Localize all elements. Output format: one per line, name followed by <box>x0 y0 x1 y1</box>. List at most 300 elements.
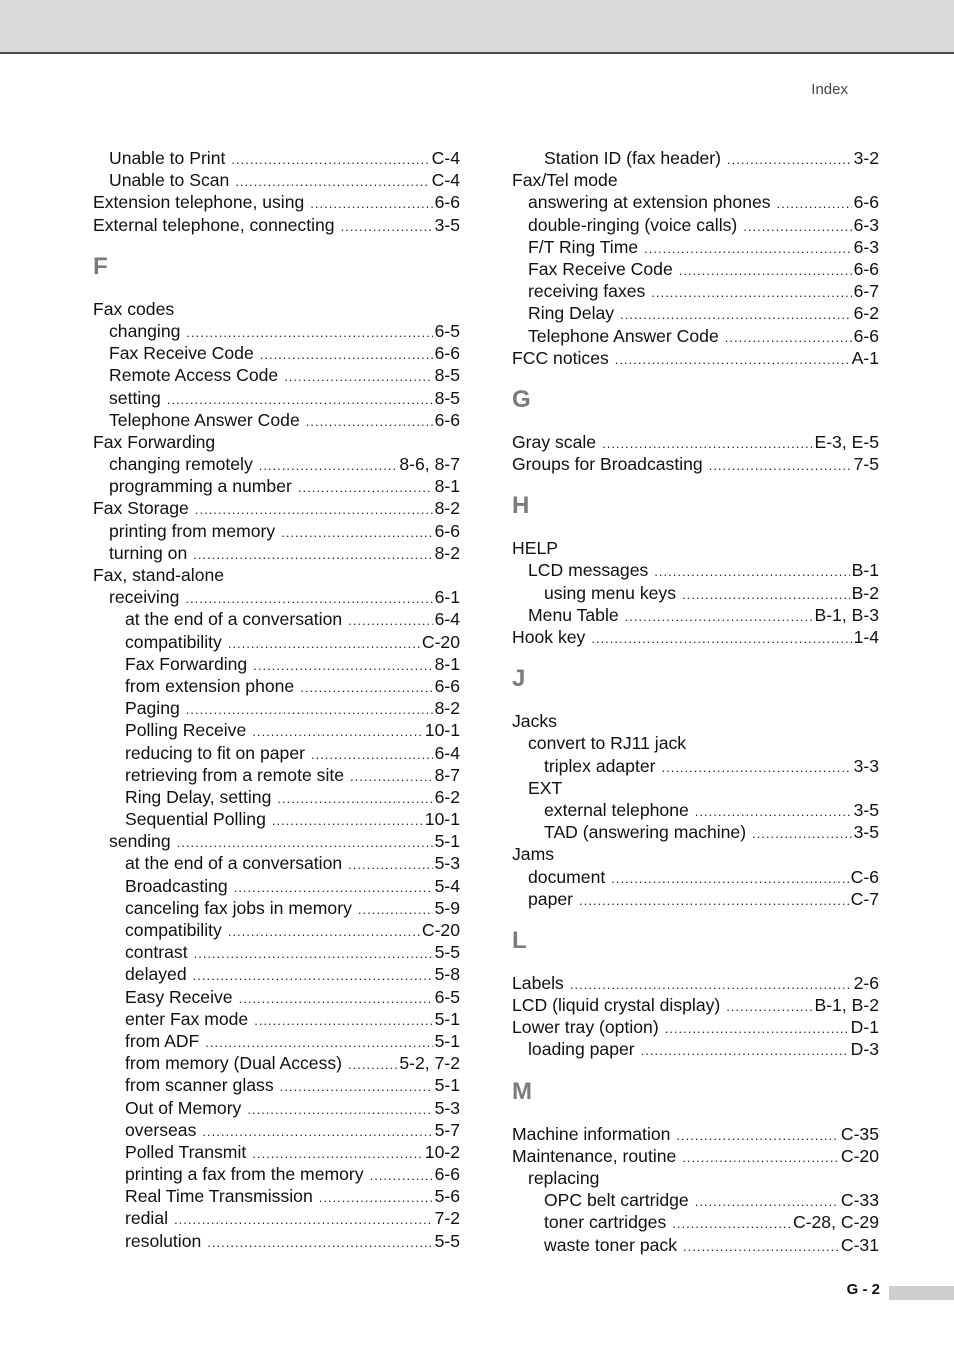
dot-leader <box>350 766 433 788</box>
index-term: Unable to Print <box>109 148 226 168</box>
dot-leader <box>195 499 433 521</box>
section-letter: H <box>512 492 530 520</box>
index-term: waste toner pack <box>544 1234 678 1255</box>
page-reference: 3-5 <box>434 214 460 235</box>
page-reference: 6-6 <box>434 343 460 364</box>
dot-leader <box>202 1121 432 1143</box>
dot-leader <box>254 1010 432 1032</box>
section-letter: M <box>512 1077 532 1105</box>
index-term: Ring Delay, setting <box>125 786 272 807</box>
page-reference: 6-6 <box>434 1164 460 1185</box>
page-reference: 3-5 <box>853 822 879 843</box>
dot-leader <box>727 149 852 171</box>
index-entry <box>93 1141 460 1163</box>
page-reference: 7-2 <box>434 1208 460 1229</box>
index-entry <box>512 431 879 453</box>
page-reference: 3-3 <box>853 755 879 776</box>
index-term: Unable to Scan <box>109 170 230 191</box>
index-term: Labels <box>512 972 564 993</box>
index-entry <box>93 808 460 830</box>
dot-leader <box>752 823 851 845</box>
dot-leader <box>235 171 429 193</box>
index-entry <box>93 742 460 764</box>
index-term: Fax, stand-alone <box>93 565 225 585</box>
page-reference: 5-1 <box>434 1030 460 1051</box>
dot-leader <box>281 522 432 544</box>
index-entry <box>512 1038 879 1060</box>
index-entry <box>512 302 879 324</box>
index-entry <box>512 994 879 1016</box>
dot-leader <box>641 1040 849 1062</box>
index-entry <box>93 897 460 919</box>
page-reference: 6-6 <box>434 520 460 541</box>
page-reference: 6-6 <box>434 409 460 430</box>
index-entry <box>93 214 460 236</box>
dot-leader <box>252 1143 423 1165</box>
index-entry <box>512 604 879 626</box>
dot-leader <box>370 1165 433 1187</box>
index-term: Fax Forwarding <box>125 653 248 674</box>
dot-leader <box>319 1187 433 1209</box>
index-entry <box>93 520 460 542</box>
index-term: from extension phone <box>125 675 295 696</box>
page-reference: 5-7 <box>434 1119 460 1140</box>
page-reference: 8-5 <box>434 365 460 386</box>
page-reference: C-7 <box>850 888 879 909</box>
index-entry <box>93 542 460 564</box>
index-term: External telephone, connecting <box>93 214 335 235</box>
dot-leader <box>695 801 852 823</box>
index-entry <box>93 475 460 497</box>
index-term: Telephone Answer Code <box>109 409 300 430</box>
index-entry <box>93 453 460 475</box>
index-entry <box>93 1030 460 1052</box>
dot-leader <box>207 1232 432 1254</box>
index-entry <box>512 1189 879 1211</box>
page-reference: 5-3 <box>434 853 460 874</box>
dot-leader <box>185 588 432 610</box>
index-term: from ADF <box>125 1030 200 1051</box>
index-entry <box>512 1145 879 1167</box>
index-entry <box>512 325 879 347</box>
dot-leader <box>277 788 432 810</box>
index-term: replacing <box>528 1168 600 1188</box>
dot-leader <box>247 1099 432 1121</box>
index-term: paper <box>528 888 573 909</box>
dot-leader <box>193 544 432 566</box>
index-entry <box>93 986 460 1008</box>
index-term: Paging <box>125 698 180 719</box>
index-term: Hook key <box>512 627 586 647</box>
page-reference: B-1 <box>851 560 879 581</box>
index-entry <box>512 1211 879 1233</box>
index-term: triplex adapter <box>544 755 656 776</box>
index-entry <box>93 608 460 630</box>
index-entry <box>512 453 879 475</box>
dot-leader <box>682 584 850 606</box>
dot-leader <box>228 921 420 943</box>
dot-leader <box>662 757 852 779</box>
page-reference: 8-2 <box>434 498 460 519</box>
index-term: EXT <box>528 777 563 798</box>
page-reference: C-20 <box>421 631 460 652</box>
page-reference: C-31 <box>840 1234 879 1255</box>
dot-leader <box>260 344 433 366</box>
index-entry <box>93 1119 460 1141</box>
index-entry <box>512 755 879 777</box>
dot-leader <box>284 366 432 388</box>
index-term: redial <box>125 1208 169 1229</box>
dot-leader <box>228 633 420 655</box>
dot-leader <box>174 1209 433 1231</box>
dot-leader <box>167 389 433 411</box>
page-reference: 6-3 <box>853 214 879 235</box>
dot-leader <box>611 868 848 890</box>
index-entry <box>512 147 879 169</box>
index-entry <box>512 710 879 732</box>
page-reference: 6-2 <box>434 786 460 807</box>
index-term: Jacks <box>512 711 557 732</box>
index-term: sending <box>109 831 171 852</box>
page-reference: 6-5 <box>434 986 460 1007</box>
index-entry <box>512 626 879 648</box>
page-reference: D-3 <box>850 1039 879 1060</box>
index-entry <box>93 653 460 675</box>
page-reference: 6-3 <box>853 236 879 257</box>
index-term: changing remotely <box>109 454 253 475</box>
dot-leader <box>348 854 432 876</box>
index-term: Extension telephone, using <box>93 192 305 213</box>
index-term: external telephone <box>544 799 689 820</box>
index-term: Remote Access Code <box>109 365 279 386</box>
page-reference: 5-3 <box>434 1097 460 1118</box>
index-entry <box>93 1008 460 1030</box>
page-reference: 1-4 <box>853 627 879 647</box>
index-term: Fax Receive Code <box>528 258 673 279</box>
dot-leader <box>186 322 432 344</box>
index-entry <box>93 564 460 586</box>
page-reference: 6-4 <box>434 609 460 630</box>
index-entry <box>512 821 879 843</box>
index-term: using menu keys <box>544 582 677 603</box>
dot-leader <box>743 216 851 238</box>
page-reference: C-20 <box>421 920 460 940</box>
page-reference: 6-6 <box>434 675 460 696</box>
index-entry <box>93 1230 460 1252</box>
index-entry <box>93 364 460 386</box>
section-letter: F <box>93 252 108 280</box>
page-reference: 6-6 <box>853 192 879 213</box>
index-term: Fax/Tel mode <box>512 170 618 191</box>
page-reference: 5-6 <box>434 1186 460 1207</box>
index-column-left <box>93 147 460 1252</box>
index-entry <box>512 169 879 191</box>
index-term: Fax Forwarding <box>93 431 216 452</box>
index-term: Polled Transmit <box>125 1141 247 1162</box>
dot-leader <box>298 477 433 499</box>
index-entry <box>93 919 460 941</box>
index-entry <box>512 777 879 799</box>
dot-leader <box>654 561 849 583</box>
page-reference: 5-1 <box>434 831 460 852</box>
page-reference: 3-2 <box>853 148 879 168</box>
index-term: at the end of a conversation <box>125 853 343 874</box>
index-entry <box>93 342 460 364</box>
index-term: Groups for Broadcasting <box>512 454 703 475</box>
index-term: turning on <box>109 542 188 563</box>
dot-leader <box>348 610 432 632</box>
index-entry <box>512 559 879 581</box>
dot-leader <box>695 1191 839 1213</box>
index-term: reducing to fit on paper <box>125 742 305 763</box>
page-reference: 10-1 <box>424 720 460 741</box>
index-term: contrast <box>125 942 188 963</box>
dot-leader <box>726 996 812 1018</box>
page-reference: 5-1 <box>434 1008 460 1029</box>
index-term: TAD (answering machine) <box>544 822 747 843</box>
page-reference: 8-5 <box>434 387 460 408</box>
index-term: Polling Receive <box>125 720 247 741</box>
dot-leader <box>280 1076 433 1098</box>
dot-leader <box>615 349 850 371</box>
page-reference: 8-7 <box>434 764 460 785</box>
index-term: resolution <box>125 1230 202 1251</box>
dot-leader <box>676 1125 838 1147</box>
running-head: Index <box>811 81 848 98</box>
page-reference: 8-2 <box>434 542 460 563</box>
index-term: OPC belt cartridge <box>544 1190 689 1211</box>
index-term: Fax Receive Code <box>109 343 254 364</box>
index-term: overseas <box>125 1119 197 1140</box>
dot-leader <box>205 1032 432 1054</box>
page-reference: B-2 <box>851 582 879 603</box>
index-term: Broadcasting <box>125 875 228 896</box>
index-entry <box>512 347 879 369</box>
page-reference: 8-6, 8-7 <box>399 454 460 475</box>
index-term: Jams <box>512 844 555 865</box>
index-entry <box>93 719 460 741</box>
index-term: Sequential Polling <box>125 809 266 830</box>
index-term: programming a number <box>109 476 292 497</box>
page-reference: C-20 <box>840 1145 879 1166</box>
index-term: Ring Delay <box>528 303 615 324</box>
index-term: enter Fax mode <box>125 1008 249 1029</box>
index-entry <box>93 764 460 786</box>
dot-leader <box>193 965 433 987</box>
page-reference: 5-2, 7-2 <box>399 1053 460 1074</box>
index-term: at the end of a conversation <box>125 609 343 630</box>
index-term: compatibility <box>125 920 222 940</box>
page-reference: 8-1 <box>434 476 460 497</box>
index-term: Machine information <box>512 1123 671 1144</box>
index-term: double-ringing (voice calls) <box>528 214 738 235</box>
page-reference: 6-4 <box>434 742 460 763</box>
top-header-band <box>0 0 954 54</box>
index-term: canceling fax jobs in memory <box>125 897 352 918</box>
index-entry <box>93 191 460 213</box>
dot-leader <box>679 260 852 282</box>
dot-leader <box>194 943 433 965</box>
index-term: loading paper <box>528 1039 635 1060</box>
page-reference: A-1 <box>851 347 879 368</box>
dot-leader <box>253 655 432 677</box>
index-term: Easy Receive <box>125 986 233 1007</box>
dot-leader <box>358 899 433 921</box>
index-entry <box>512 799 879 821</box>
dot-leader <box>252 721 423 743</box>
index-term: document <box>528 866 606 887</box>
dot-leader <box>777 193 852 215</box>
page-reference: 5-4 <box>434 875 460 896</box>
dot-leader <box>234 877 433 899</box>
index-entry <box>93 409 460 431</box>
index-term: F/T Ring Time <box>528 236 639 257</box>
dot-leader <box>259 455 398 477</box>
page-reference: C-6 <box>850 866 879 887</box>
section-letter: L <box>512 926 527 954</box>
dot-leader <box>348 1054 397 1076</box>
page-reference: 6-2 <box>853 303 879 324</box>
page-reference: 8-2 <box>434 698 460 719</box>
dot-leader <box>272 810 423 832</box>
dot-leader <box>570 974 852 996</box>
dot-leader <box>310 193 432 215</box>
index-entry <box>512 191 879 213</box>
page-reference: 8-1 <box>434 653 460 674</box>
dot-leader <box>665 1018 849 1040</box>
index-term: answering at extension phones <box>528 192 771 213</box>
page-number: G - 2 <box>846 1281 880 1298</box>
index-entry <box>93 875 460 897</box>
index-entry <box>512 1234 879 1256</box>
index-entry <box>93 1052 460 1074</box>
index-entry <box>512 866 879 888</box>
index-entry <box>512 1123 879 1145</box>
index-entry <box>512 1167 879 1189</box>
index-entry <box>93 1097 460 1119</box>
page-reference: 6-6 <box>434 192 460 213</box>
index-entry <box>512 732 879 754</box>
index-entry <box>93 631 460 653</box>
index-entry <box>93 1074 460 1096</box>
index-entry <box>512 537 879 559</box>
dot-leader <box>591 628 851 650</box>
footer-tab-bar <box>889 1286 954 1300</box>
page-reference: B-1, B-2 <box>814 995 879 1016</box>
page-reference: 3-5 <box>853 799 879 820</box>
index-term: Gray scale <box>512 431 597 452</box>
index-entry <box>93 387 460 409</box>
index-entry <box>93 586 460 608</box>
index-entry <box>512 280 879 302</box>
index-term: printing a fax from the memory <box>125 1164 364 1185</box>
index-entry <box>93 169 460 191</box>
page-reference: 6-7 <box>853 281 879 302</box>
index-entry <box>512 972 879 994</box>
dot-leader <box>177 832 433 854</box>
page-reference: 10-2 <box>424 1141 460 1162</box>
index-entry <box>93 1163 460 1185</box>
page-reference: B-1, B-3 <box>814 604 879 625</box>
section-letter: J <box>512 665 526 693</box>
dot-leader <box>683 1236 839 1258</box>
index-term: receiving faxes <box>528 281 646 302</box>
index-entry <box>512 236 879 258</box>
index-term: from scanner glass <box>125 1075 274 1096</box>
index-term: Lower tray (option) <box>512 1017 659 1038</box>
page-reference: 5-5 <box>434 1230 460 1251</box>
index-entry <box>512 888 879 910</box>
page-reference: C-33 <box>840 1190 879 1211</box>
dot-leader <box>651 282 851 304</box>
section-letter: G <box>512 385 531 413</box>
dot-leader <box>239 988 433 1010</box>
index-term: receiving <box>109 587 180 608</box>
dot-leader <box>186 699 433 721</box>
index-term: Telephone Answer Code <box>528 325 719 346</box>
dot-leader <box>709 455 852 477</box>
dot-leader <box>725 327 852 349</box>
index-entry <box>93 675 460 697</box>
page-reference: 5-8 <box>434 964 460 985</box>
index-term: LCD (liquid crystal display) <box>512 995 721 1016</box>
index-term: HELP <box>512 538 558 559</box>
index-term: retrieving from a remote site <box>125 764 345 785</box>
index-term: changing <box>109 320 181 341</box>
page-reference: D-1 <box>850 1017 879 1038</box>
dot-leader <box>682 1147 839 1169</box>
index-term: LCD messages <box>528 560 649 581</box>
page-reference: C-35 <box>840 1123 879 1144</box>
page-reference: 5-1 <box>434 1075 460 1096</box>
page-reference: 2-6 <box>853 972 879 993</box>
dot-leader <box>602 433 812 455</box>
index-entry <box>512 843 879 865</box>
dot-leader <box>644 238 851 260</box>
dot-leader <box>311 744 433 766</box>
dot-leader <box>625 606 813 628</box>
index-entry <box>93 298 460 320</box>
dot-leader <box>231 149 429 171</box>
page-reference: 5-9 <box>434 897 460 918</box>
dot-leader <box>306 411 433 433</box>
index-entry <box>93 941 460 963</box>
index-entry <box>93 147 460 169</box>
index-entry <box>93 320 460 342</box>
index-term: Station ID (fax header) <box>544 148 722 168</box>
page-reference: 6-1 <box>434 587 460 608</box>
index-term: printing from memory <box>109 520 276 541</box>
index-term: Fax Storage <box>93 498 189 519</box>
index-entry <box>93 1207 460 1229</box>
dot-leader <box>579 890 849 912</box>
dot-leader <box>672 1213 791 1235</box>
index-entry <box>93 963 460 985</box>
index-term: delayed <box>125 964 187 985</box>
index-term: Real Time Transmission <box>125 1186 313 1207</box>
page-reference: 7-5 <box>853 454 879 475</box>
index-entry <box>93 1185 460 1207</box>
index-entry <box>512 214 879 236</box>
page-reference: C-4 <box>431 148 460 168</box>
index-term: Out of Memory <box>125 1097 242 1118</box>
index-column-right <box>512 147 879 1256</box>
index-entry <box>93 786 460 808</box>
index-term: Maintenance, routine <box>512 1145 677 1166</box>
page-reference: C-28, C-29 <box>792 1212 879 1233</box>
page-reference: E-3, E-5 <box>814 431 879 452</box>
index-term: toner cartridges <box>544 1212 667 1233</box>
